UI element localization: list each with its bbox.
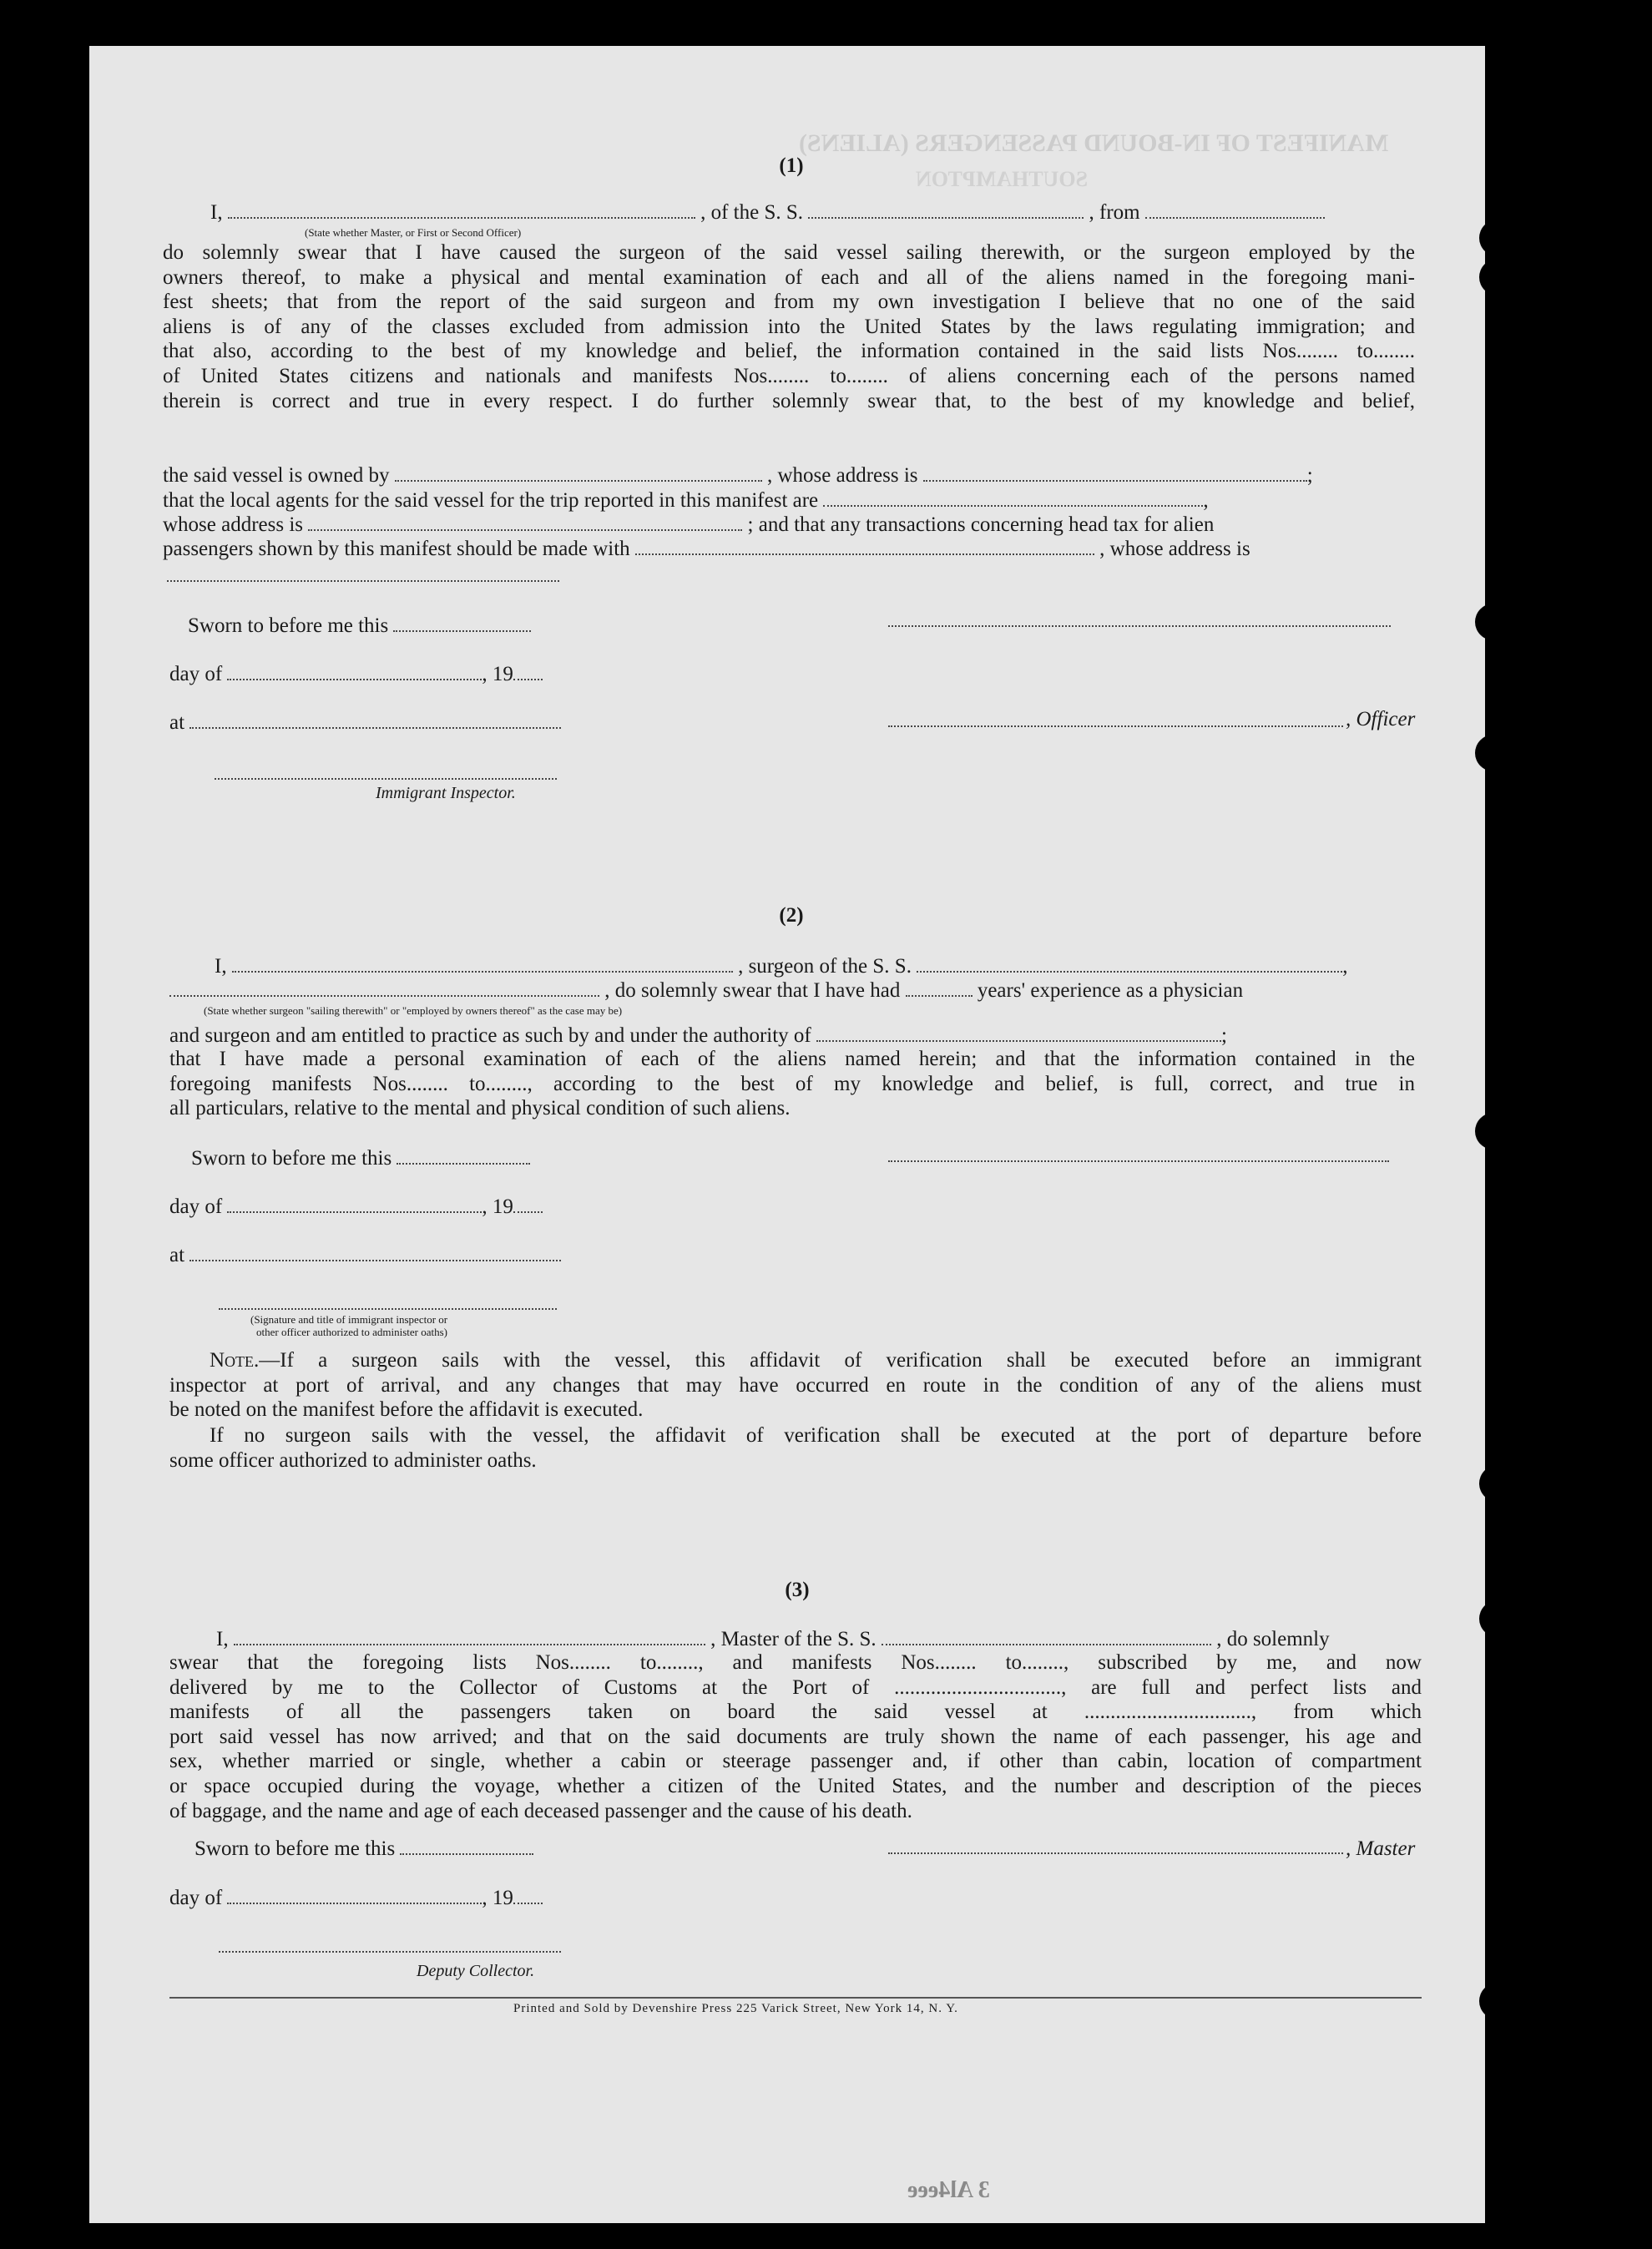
day-of-line-2: day of , 19 xyxy=(169,1195,543,1220)
note-paragraph: Note.—If a surgeon sails with the vessel, this affidavit of verification shall be executed before an immigrant inspector at port of arrival, and any changes that may have occurred en route in the condition of any of the aliens must be noted on the manifest before the affidavit is executed. xyxy=(169,1349,1422,1422)
footer-rule xyxy=(169,1997,1422,1999)
note2-paragraph: If no surgeon sails with the vessel, the affidavit of verification shall be executed at the port of departure before some officer authorized to administer oaths. xyxy=(169,1424,1422,1472)
day-of-line-3: day of , 19 xyxy=(169,1886,543,1911)
punch-hole xyxy=(1475,1113,1512,1150)
punch-hole xyxy=(1479,1465,1516,1502)
punch-hole xyxy=(1479,259,1516,296)
inspector-signature-line-2 xyxy=(219,1306,557,1310)
sworn-line-1: Sworn to before me this xyxy=(188,614,531,639)
day-of-line-1: day of , 19 xyxy=(169,662,543,687)
local-agents-line: that the local agents for the said vessel for the trip reported in this manifest are , xyxy=(163,489,1209,512)
head-tax-line: passengers shown by this manifest should be made with , whose address is xyxy=(163,538,1250,560)
note-label: Note. xyxy=(210,1349,260,1372)
immigrant-inspector-label: Immigrant Inspector. xyxy=(376,784,516,802)
section-2-body: that I have made a personal examination of each of the aliens named herein; and that the information contained in the foregoing manifests Nos........ to........, according to the best of my knowledge and belief, is full, correct, and true in all particulars, relative to the mental and physical condition of such aliens. xyxy=(169,1048,1415,1120)
punch-hole xyxy=(1479,1983,1516,2019)
sworn-line-3: Sworn to before me this xyxy=(195,1837,533,1862)
agents-address-line: whose address is ; and that any transactions concerning head tax for alien xyxy=(163,513,1215,536)
owned-by-line: the said vessel is owned by , whose address is ; xyxy=(163,464,1313,487)
at-line-1: at xyxy=(169,710,561,735)
signature-hint-2: other officer authorized to administer oaths) xyxy=(256,1326,447,1338)
deputy-signature-line xyxy=(219,1949,561,1953)
authority-line: and surgeon and am entitled to practice as such by and under the authority of ; xyxy=(169,1024,1227,1047)
section-3-intro: I, , Master of the S. S. , do solemnly xyxy=(216,1628,1330,1650)
officer-hint: (State whether Master, or First or Second Officer) xyxy=(305,226,522,239)
section-1-body: do solemnly swear that I have caused the surgeon of the said vessel sailing therewith, or the surgeon employed by the owners thereof, to make a physical and mental examination of each and all of the aliens named in the foregoing mani- fest sheets; that from the report of the said surgeon and from my own investigation I believe that no one of the said aliens is of any of the classes excluded from admission into the United States by the laws regulating immigration; and that also, according to the best of my knowledge and belief, the information contained in the said lists Nos........ to........ of United States citizens and nationals and manifests Nos........ to........ of aliens concerning each of the persons named therein is correct and true in every respect. I do further solemnly swear that, to the best of my knowledge and belief, xyxy=(163,241,1415,412)
section-2-number: (2) xyxy=(779,904,804,927)
surgeon-signature-line xyxy=(888,1159,1389,1162)
section-3-body: swear that the foregoing lists Nos........ to........, and manifests Nos........ to........, subscribed by me, and now delivered by me to the Collector of Customs at the Port of ................................, are full and perfect lists and manifests of all the passengers taken on board the said vessel at ................................, from which port said vessel has now arrived; and that on the said documents are truly shown the name of each passenger, his age and sex, whether married or single, whether a cabin or steerage passenger and, if other than cabin, location of compartment or space occupied during the voyage, whether a citizen of the United States, and the number and description of the pieces of baggage, and the name and age of each deceased passenger and the cause of his death. xyxy=(169,1651,1422,1822)
section-3-number: (3) xyxy=(785,1579,810,1601)
bottom-stamp: 3 Al4eee xyxy=(907,2177,990,2203)
faint-header-port: SOUTHAMPTON xyxy=(916,167,1089,191)
punch-hole xyxy=(1475,735,1512,771)
signature-hint-1: (Signature and title of immigrant inspector or xyxy=(250,1313,448,1326)
surgeon-swear-line: , do solemnly swear that I have had years' experience as a physician xyxy=(169,978,1243,1003)
master-signature-line xyxy=(888,1851,1343,1854)
punch-hole xyxy=(1479,1600,1516,1637)
sworn-line-2: Sworn to before me this xyxy=(191,1146,530,1171)
officer-signature-line xyxy=(888,624,1391,627)
surgeon-hint: (State whether surgeon "sailing therewith" or "employed by owners thereof" as the case may be) xyxy=(204,1004,623,1017)
document-page xyxy=(89,46,1485,2223)
section-2-intro: I, , surgeon of the S. S. , xyxy=(215,955,1348,978)
officer-label: , Officer xyxy=(1346,708,1416,730)
address-line xyxy=(167,579,559,582)
deputy-collector-label: Deputy Collector. xyxy=(417,1962,535,1980)
inspector-signature-line xyxy=(215,776,557,780)
master-label: , Master xyxy=(1346,1837,1416,1860)
printer-credit: Printed and Sold by Devenshire Press 225 Varick Street, New York 14, N. Y. xyxy=(513,2002,958,2015)
faint-header-title: MANIFEST OF IN-BOUND PASSENGERS (ALIENS) xyxy=(799,129,1389,157)
at-line-2: at xyxy=(169,1243,561,1268)
punch-hole xyxy=(1475,604,1512,640)
section-1-intro: I, , of the S. S. , from xyxy=(210,200,1325,225)
section-1-number: (1) xyxy=(779,154,804,177)
officer-line xyxy=(888,724,1343,727)
punch-hole xyxy=(1479,220,1516,256)
